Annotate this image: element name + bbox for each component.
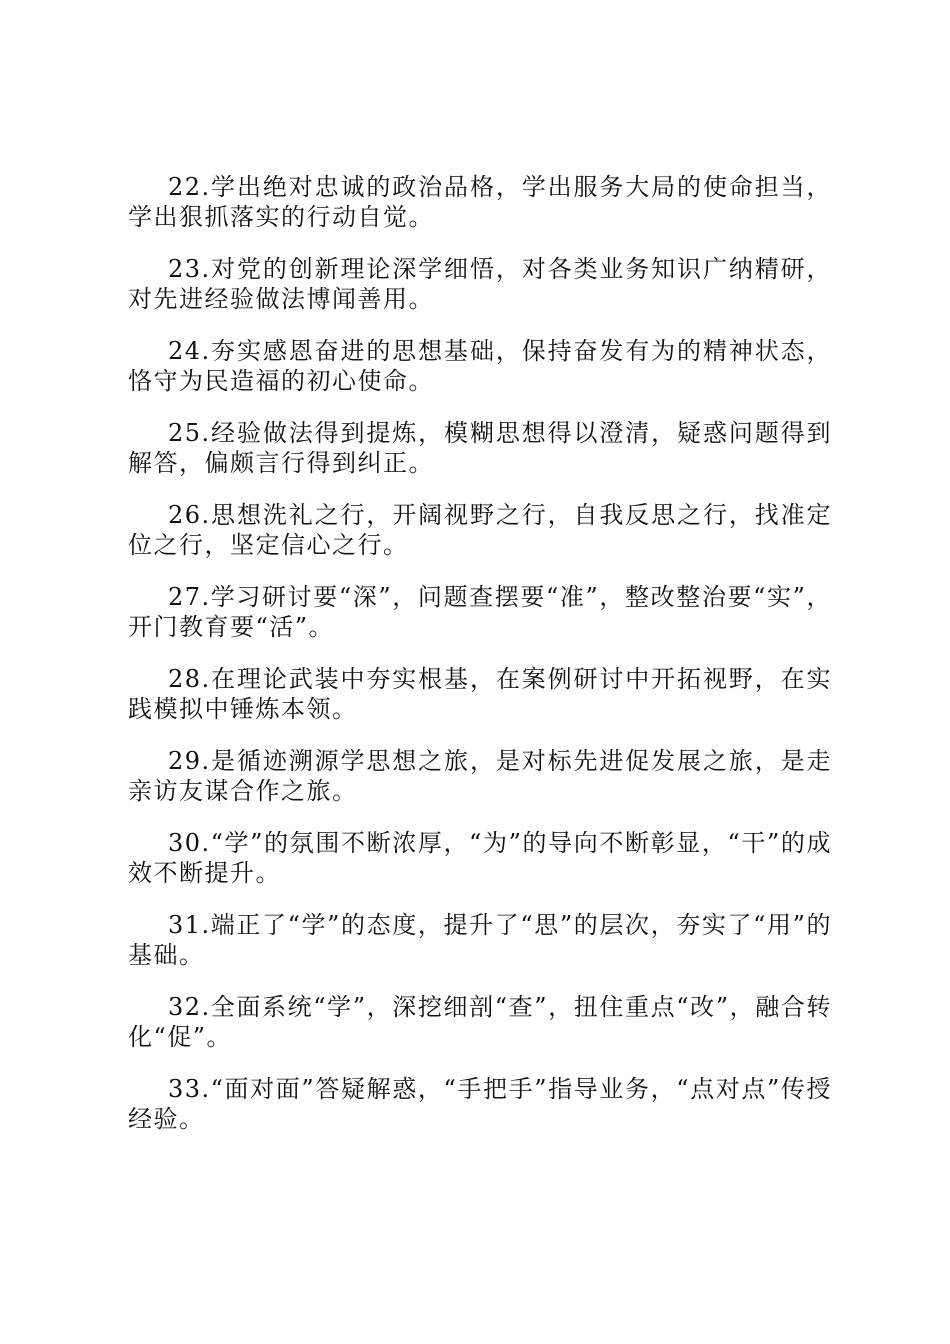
paragraph-32: 32.全面系统“学”，深挖细剖“查”，扭住重点“改”，融合转化“促”。 [128, 993, 832, 1051]
paragraph-30: 30.“学”的氛围不断浓厚，“为”的导向不断彰显，“干”的成效不断提升。 [128, 829, 832, 887]
paragraph-23: 23.对党的创新理论深学细悟，对各类业务知识广纳精研，对先进经验做法博闻善用。 [128, 255, 832, 313]
paragraph-31: 31.端正了“学”的态度，提升了“思”的层次，夯实了“用”的基础。 [128, 911, 832, 969]
paragraph-22: 22.学出绝对忠诚的政治品格，学出服务大局的使命担当，学出狠抓落实的行动自觉。 [128, 173, 832, 231]
document-body [128, 172, 832, 1156]
paragraph-24: 24.夯实感恩奋进的思想基础，保持奋发有为的精神状态，恪守为民造福的初心使命。 [128, 337, 832, 395]
paragraph-27: 27.学习研讨要“深”，问题查摆要“准”，整改整治要“实”，开门教育要“活”。 [128, 583, 832, 641]
paragraph-28: 28.在理论武装中夯实根基，在案例研讨中开拓视野，在实践模拟中锤炼本领。 [128, 665, 832, 723]
paragraph-25: 25.经验做法得到提炼，模糊思想得以澄清，疑惑问题得到解答，偏颇言行得到纠正。 [128, 419, 832, 477]
paragraph-33: 33.“面对面”答疑解惑，“手把手”指导业务，“点对点”传授经验。 [128, 1075, 832, 1133]
paragraph-26: 26.思想洗礼之行，开阔视野之行，自我反思之行，找准定位之行，坚定信心之行。 [128, 501, 832, 559]
paragraph-29: 29.是循迹溯源学思想之旅，是对标先进促发展之旅，是走亲访友谋合作之旅。 [128, 747, 832, 805]
